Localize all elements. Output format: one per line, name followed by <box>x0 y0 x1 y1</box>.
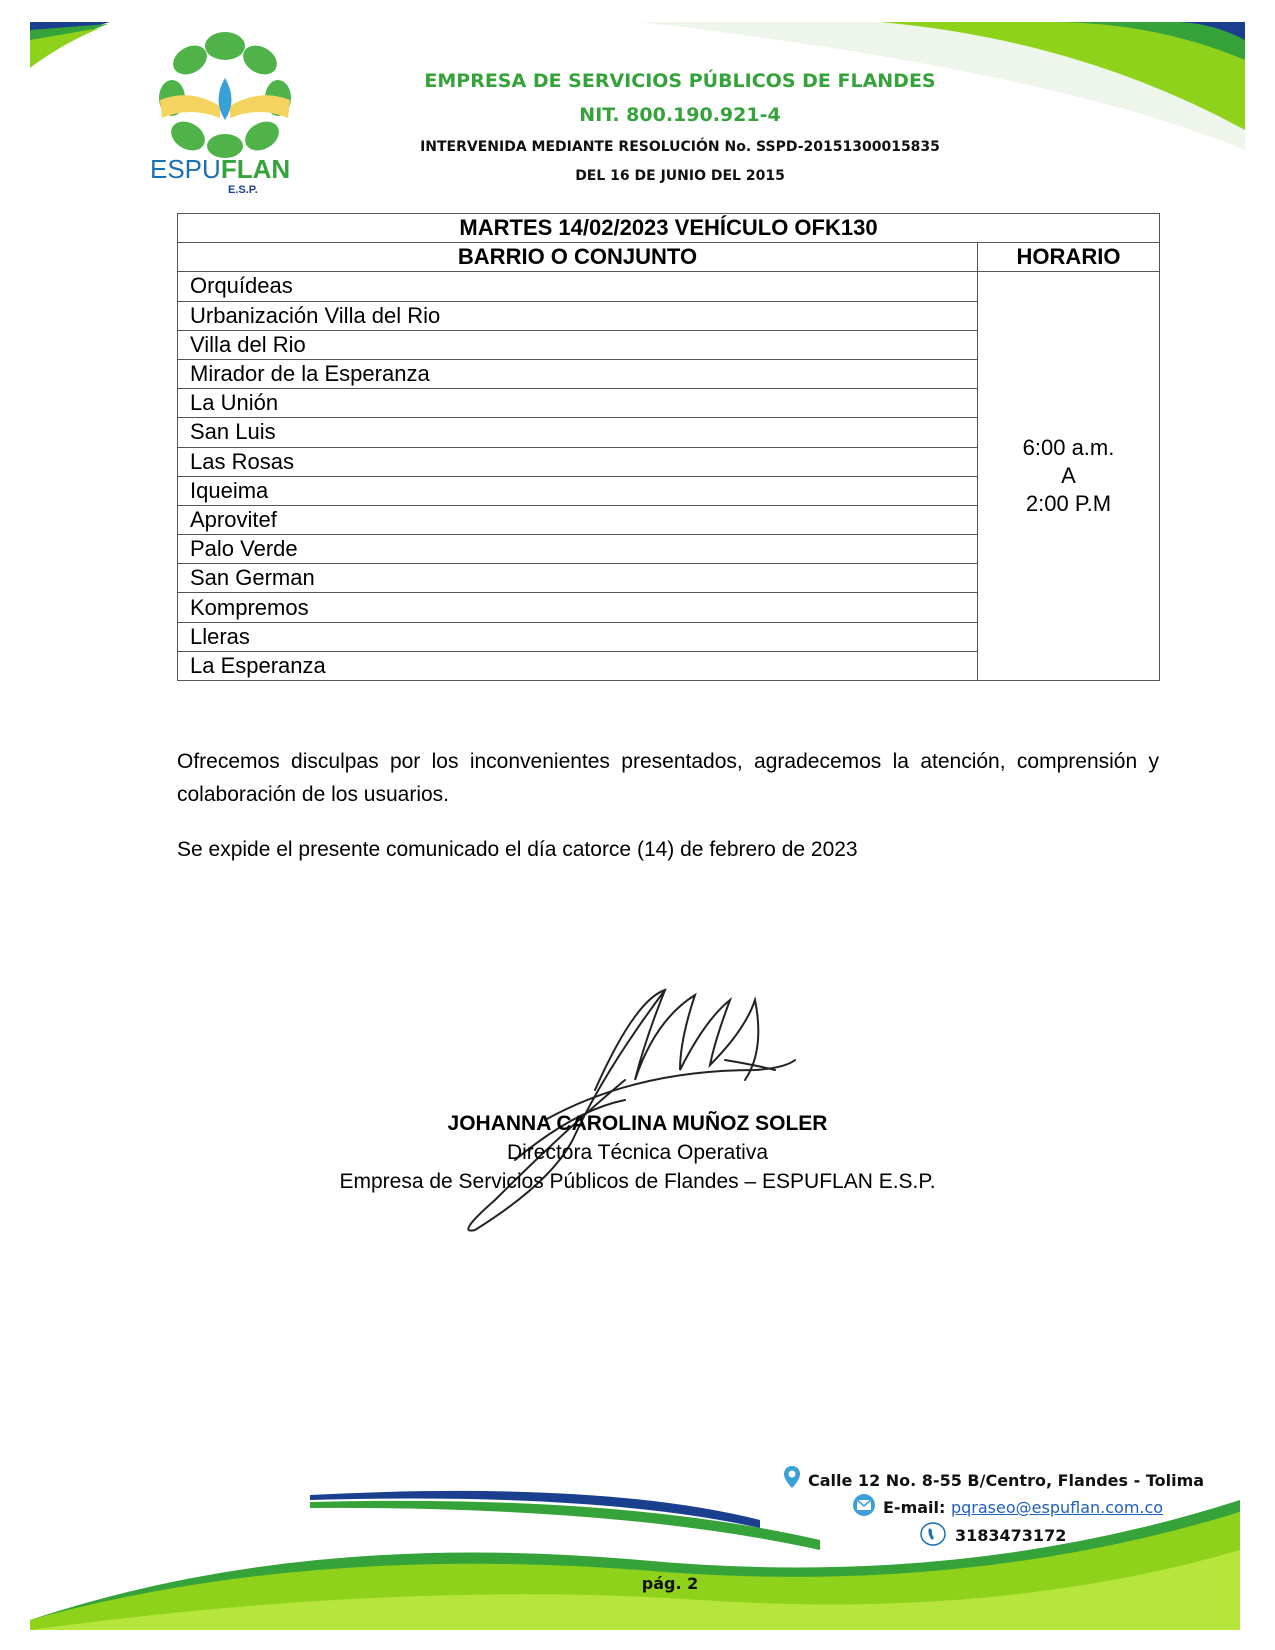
neighborhood-cell: Kompremos <box>178 593 978 622</box>
neighborhood-cell: Palo Verde <box>178 535 978 564</box>
signer-name: JOHANNA CAROLINA MUÑOZ SOLER <box>447 1112 828 1135</box>
neighborhood-cell: Las Rosas <box>178 447 978 476</box>
intervention-resolution: INTERVENIDA MEDIANTE RESOLUCIÓN No. SSPD-20151300015835 <box>420 139 940 155</box>
neighborhood-cell: Aprovitef <box>178 505 978 534</box>
neighborhood-cell: Villa del Rio <box>178 330 978 359</box>
column-header-schedule: HORARIO <box>978 243 1160 272</box>
logo-wordmark: ESPUFLAN <box>150 154 291 184</box>
neighborhood-cell: La Esperanza <box>178 651 978 680</box>
neighborhood-cell: San Luis <box>178 418 978 447</box>
footer-waves <box>0 1470 1275 1650</box>
neighborhood-cell: Iqueima <box>178 476 978 505</box>
resolution-date: DEL 16 DE JUNIO DEL 2015 <box>575 168 785 184</box>
schedule-end: 2:00 P.M <box>1025 491 1112 517</box>
espuflan-logo <box>150 28 300 196</box>
company-name: EMPRESA DE SERVICIOS PÚBLICOS DE FLANDES <box>424 70 936 92</box>
footer-email <box>883 1498 1163 1517</box>
handwritten-signature <box>455 960 835 1240</box>
schedule-cell <box>978 272 1160 681</box>
apology-paragraph: Ofrecemos disculpas por los inconvenientes presentados, agradecemos la atención, comprensión y colaboración de los usuarios. <box>177 750 1159 806</box>
email-icon <box>852 1494 876 1516</box>
neighborhood-cell: La Unión <box>178 389 978 418</box>
page-number: pág. 2 <box>641 1574 699 1593</box>
table-title: MARTES 14/02/2023 VEHÍCULO OFK130 <box>178 214 1160 243</box>
schedule-separator: A <box>1061 463 1076 489</box>
email-link[interactable]: pqraseo@espuflan.com.co <box>950 1498 1164 1517</box>
schedule-start: 6:00 a.m. <box>1022 435 1115 461</box>
column-header-neighborhood: BARRIO O CONJUNTO <box>178 243 978 272</box>
svg-text:E.S.P.: E.S.P. <box>228 184 258 196</box>
neighborhood-cell: San German <box>178 564 978 593</box>
neighborhood-cell: Orquídeas <box>178 272 978 301</box>
signer-organization: Empresa de Servicios Públicos de Flandes – ESPUFLAN E.S.P. <box>339 1170 936 1193</box>
footer-phone: 3183473172 <box>955 1526 1067 1545</box>
issued-statement: Se expide el presente comunicado el día catorce (14) de febrero de 2023 <box>177 838 858 861</box>
neighborhood-cell: Urbanización Villa del Rio <box>178 301 978 330</box>
footer-address: Calle 12 No. 8-55 B/Centro, Flandes - Tolima <box>808 1471 1205 1490</box>
location-pin-icon <box>783 1465 801 1489</box>
signer-role: Directora Técnica Operativa <box>506 1141 769 1164</box>
neighborhood-cell: Lleras <box>178 622 978 651</box>
company-nit: NIT. 800.190.921-4 <box>579 104 781 126</box>
collection-schedule-table <box>177 213 1160 681</box>
neighborhood-cell: Mirador de la Esperanza <box>178 359 978 388</box>
phone-icon <box>920 1522 946 1546</box>
email-label: E-mail: <box>883 1498 946 1517</box>
